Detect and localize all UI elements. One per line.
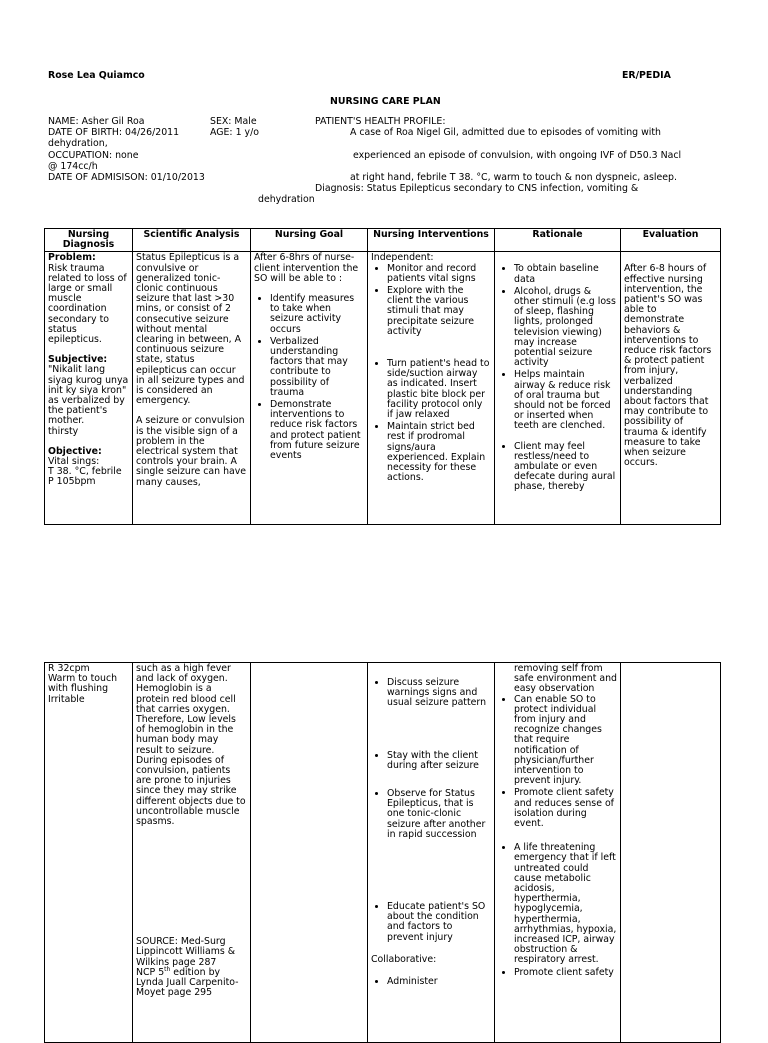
rationale-item: • Helps maintain airway & reduce risk of oral trauma but should not be forced or inserted when teeth are clenched. [514,370,617,431]
evaluation-text: After 6-8 hours of effective nursing intervention, the patient's SO was able to demonstrate behaviors & interventions to reduce risk factors & protect patient from injury, verbalized understanding about factors that may contribute to possibility of trauma & identify measure to take when seizure occurs. [624,263,712,469]
admission-date: DATE OF ADMISISON: 01/10/2013 [48,172,205,183]
rationale-item: • Promote client safety [514,968,617,978]
profile-line-1: A case of Roa Nigel Gil, admitted due to episodes of vomiting with [350,127,661,138]
analysis-paragraph-1: Status Epilepticus is a convulsive or generalized tonic-clonic continuous seizure that last >30 mins, or consist of 2 consecutive seizure without mental clearing in between, A continuous seizure state, status epilepticus can occur in all seizure types and is considered an emergency. [136,252,245,407]
rationale-cell [495,252,621,525]
collaborative-label: Collaborative: [371,953,437,965]
analysis-paragraph-2: A seizure or convulsion is the visible sign of a problem in the electrical system that controls your brain. A single seizure can have many causes, [136,415,247,488]
subjective-text: "Nikalit lang siyag kurog unya init ky siya kron" as verbalized by the patient's mother. [48,364,129,427]
analysis-continued-text: such as a high fever and lack of oxygen. Hemoglobin is a protein red blood cell that carries oxygen. Therefore, Low levels of hemoglobin in the human body may result to seizure. During episodes of convulsion, patients are prone to injuries since they may strike different objects due to uncontrollable muscle spasms. [136,663,246,828]
date-of-birth: DATE OF BIRTH: 04/26/2011 [48,127,180,138]
problem-text: Risk trauma related to loss of large or small muscle coordination secondary to status epilepticus. [48,262,127,346]
header-nursing-goal: Nursing Goal [251,229,368,252]
diagnosis-cell-continued [45,663,133,1043]
intervention-item: • Administer [387,977,491,987]
source-ncp: NCP 5th edition by Lynda Juall Carpenito-Moyet page 295 [136,965,239,999]
rationale-cell-continued [495,663,621,1043]
rationale-item: • To obtain baseline data [514,264,617,284]
page-title: NURSING CARE PLAN [330,96,441,107]
goal-item: • Identify measures to take when seizure activity occurs [270,294,364,335]
unit-label: ER/PEDIA [622,70,671,81]
profile-line-2b: @ 174cc/h [48,161,98,172]
intervention-item: • Maintain strict bed rest if prodromal signs/aura experienced. Explain necessity for these actions. [387,422,491,483]
intervention-item: • Discuss seizure warnings signs and usual seizure pattern [387,678,491,709]
diagnosis-line-2: dehydration [258,194,315,205]
intervention-item: • Stay with the client during after seizure [387,751,491,771]
profile-label: PATIENT'S HEALTH PROFILE: [315,116,446,127]
objective-text: Vital sings: T 38. °C, febrile P 105bpm [48,456,122,488]
rationale-item: • Alcohol, drugs & other stimuli (e.g loss of sleep, flashing lights, prolonged television viewing) may increase potential seizure activity [514,287,617,369]
problem-label: Problem: [48,252,96,264]
diagnosis-line: Diagnosis: Status Epilepticus secondary to CNS infection, vomiting & [315,183,639,194]
profile-line-1b: dehydration, [48,138,108,149]
header-nursing-interventions: Nursing Interventions [368,229,495,252]
intervention-item: • Turn patient's head to side/suction airway as indicated. Insert plastic bite block per facility protocol only if jaw relaxed [387,359,491,420]
patient-sex: SEX: Male [210,116,257,127]
interventions-label: Independent: [371,252,434,264]
care-plan-table [44,228,721,525]
analysis-cell [133,252,251,525]
goal-cell-continued [251,663,368,1043]
analysis-cell-continued [133,663,251,1043]
subjective-label: Subjective: [48,354,108,366]
intervention-item: • Educate patient's SO about the condition and factors to prevent injury [387,902,491,943]
evaluation-cell [621,252,721,525]
interventions-cell-continued [368,663,495,1043]
rationale-item: • Client may feel restless/need to ambulate or even defecate during aural phase, thereby [514,442,617,493]
rationale-item: • Promote client safety and reduces sense of isolation during event. [514,788,617,829]
rationale-item: • A life threatening emergency that if left untreated could cause metabolic acidosis, hyperthermia, hypoglycemia, hyperthermia, arrhythmias, hypoxia, increased ICP, airway obstruction & respiratory arrest. [514,843,617,965]
header-scientific-analysis: Scientific Analysis [133,229,251,252]
goal-item: • Demonstrate interventions to reduce risk factors and protect patient from future seizure events [270,400,364,461]
subjective-extra: thirsty [48,425,79,437]
rationale-continued-text: removing self from safe environment and easy observation [514,663,618,695]
intervention-item: • Observe for Status Epilepticus, that is one tonic-clonic seizure after another in rapid succession [387,789,491,840]
diagnosis-cell [45,252,133,525]
author-name: Rose Lea Quiamco [48,70,145,81]
goal-intro: After 6-8hrs of nurse-client intervention the SO will be able to : [254,252,359,284]
patient-name: NAME: Asher Gil Roa [48,116,145,127]
source-text: SOURCE: Med-Surg Lippincott Williams & Wilkins page 287 [136,936,236,968]
occupation: OCCUPATION: none [48,150,139,161]
profile-line-2: experienced an episode of convulsion, with ongoing IVF of D50.3 Nacl [353,150,682,161]
patient-age: AGE: 1 y/o [210,127,259,138]
evaluation-cell-continued [621,663,721,1043]
header-rationale: Rationale [495,229,621,252]
goal-cell [251,252,368,525]
interventions-cell [368,252,495,525]
diagnosis-continued-text: R 32cpm Warm to touch with flushing Irritable [48,663,118,705]
header-evaluation: Evaluation [621,229,721,252]
profile-line-3: at right hand, febrile T 38. °C, warm to touch & non dyspneic, asleep. [350,172,677,183]
rationale-item: • Can enable SO to protect individual from injury and recognize changes that require notification of physician/further intervention to prevent injury. [514,695,617,787]
objective-label: Objective: [48,445,102,457]
care-plan-table-continued [44,662,721,1043]
intervention-item: • Explore with the client the various stimuli that may precipitate seizure activity [387,286,491,337]
intervention-item: • Monitor and record patients vital signs [387,264,491,284]
goal-item: • Verbalized understanding factors that may contribute to possibility of trauma [270,337,364,398]
header-nursing-diagnosis: Nursing Diagnosis [45,229,133,252]
